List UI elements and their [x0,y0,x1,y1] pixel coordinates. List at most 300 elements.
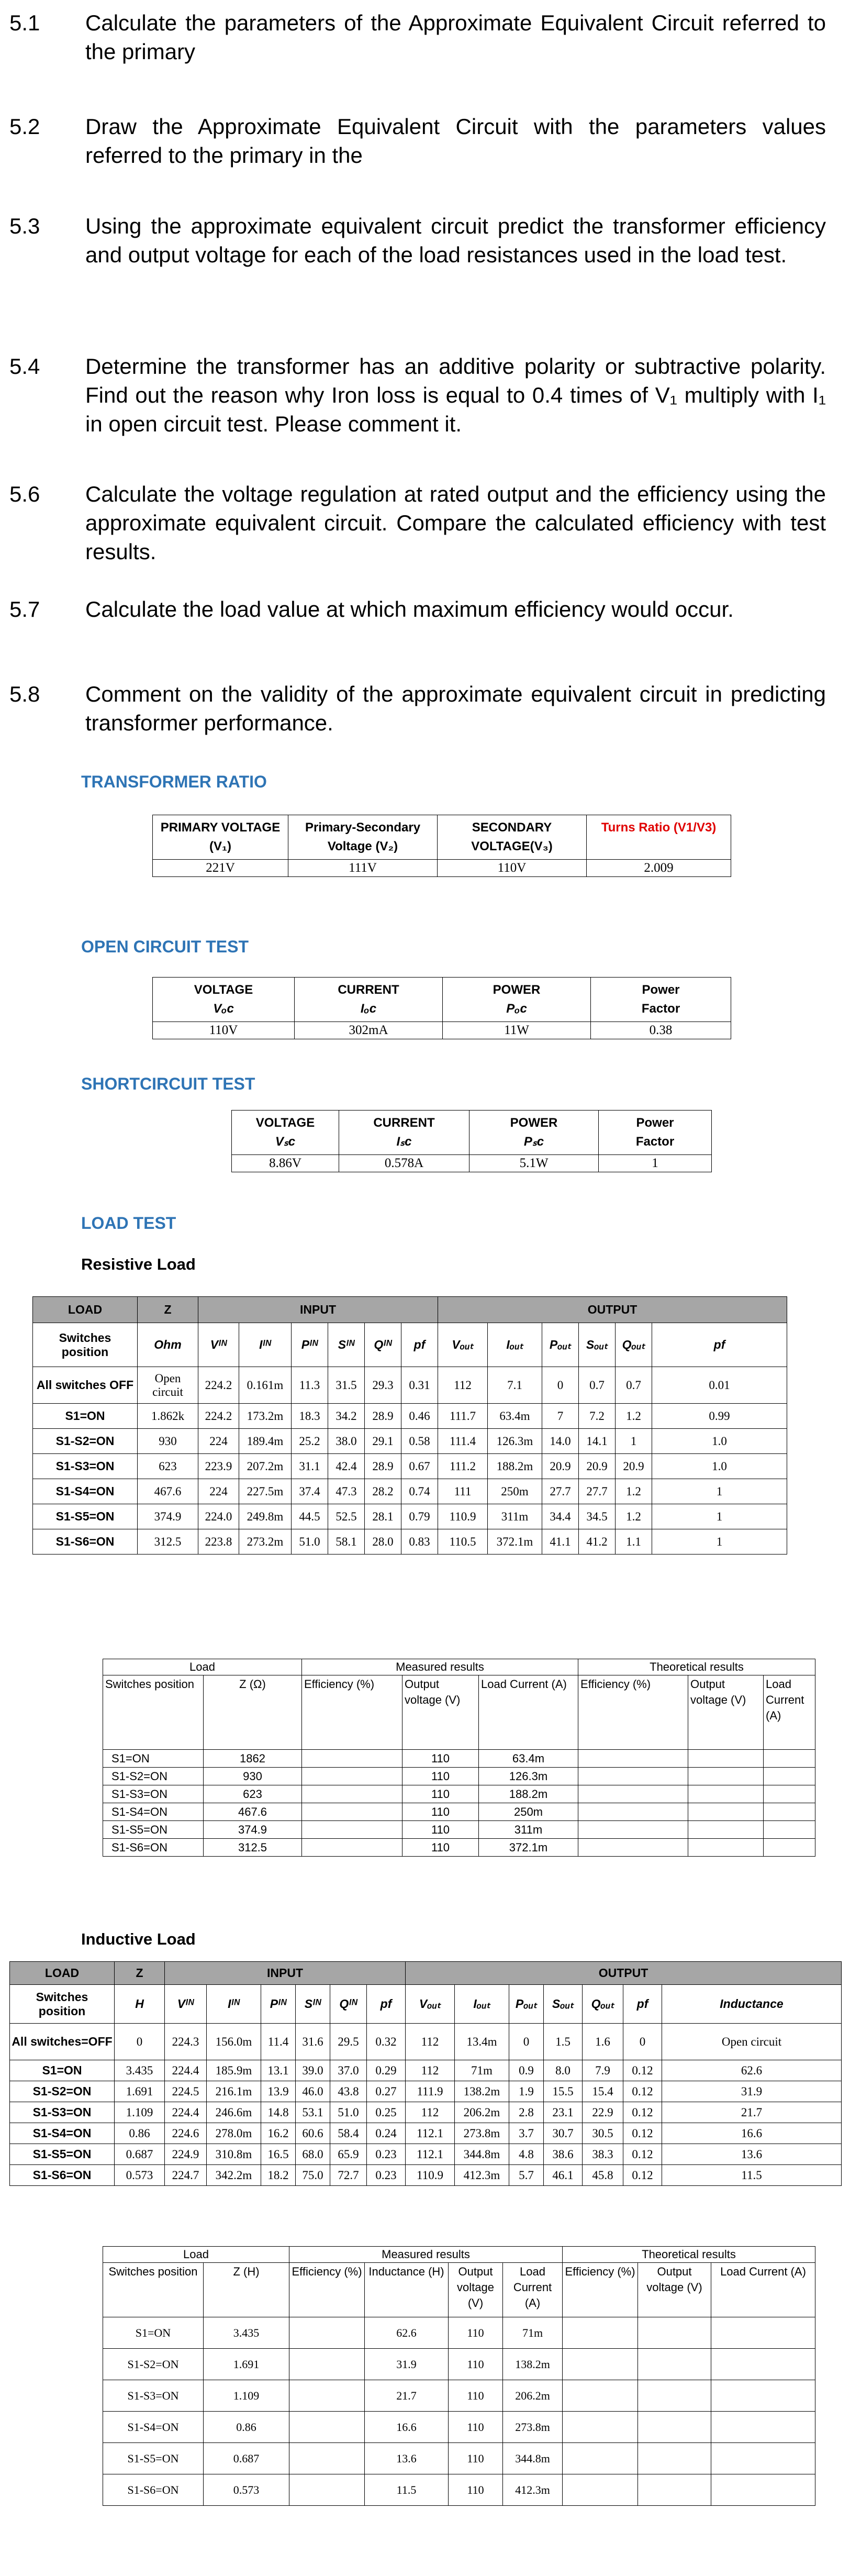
table-cell: 311m [488,1504,542,1529]
col-p-in: Pᴵᴺ [261,1985,296,2024]
table-cell: 1.2 [616,1504,652,1529]
table-cell: 14.8 [261,2102,296,2123]
load-test-heading: LOAD TEST [81,1214,176,1233]
col-s-out: Sₒᵤₜ [579,1323,616,1367]
table-cell: 62.6 [365,2317,449,2349]
table-cell: 224 [198,1479,239,1504]
table-cell [711,2349,815,2380]
table-cell: 224.2 [198,1367,239,1404]
table-cell: 31.9 [662,2081,842,2102]
table-cell: 34.2 [328,1404,365,1429]
value-power: 11W [443,1022,591,1039]
table-cell: 23.1 [544,2102,583,2123]
table-row [10,2144,842,2165]
table-cell: 312.5 [204,1839,302,1857]
table-cell: 0 [623,2024,662,2060]
table-cell: 1.9 [509,2081,544,2102]
col-ohm: Ohm [138,1323,198,1367]
table-cell [302,1803,402,1821]
resistive-load-title: Resistive Load [81,1255,196,1273]
table-cell [711,2443,815,2474]
table-cell: 412.3m [503,2474,563,2506]
header-secondary-voltage: SECONDARY VOLTAGE(V₃) [438,815,587,860]
value-power-factor: 1 [599,1155,712,1172]
table-row [33,1429,787,1454]
table-cell: 623 [204,1785,302,1803]
group-load: Load [103,1659,302,1675]
col-s-in: Sᴵᴺ [296,1985,330,2024]
table-cell: 0.12 [623,2102,662,2123]
table-cell: S1-S3=ON [103,2380,204,2412]
header-power: POWER Pₒᴄ [443,978,591,1022]
table-cell: 224.9 [165,2144,207,2165]
table-cell: 11.4 [261,2024,296,2060]
table-cell: 7.9 [583,2060,623,2081]
table-cell: 63.4m [479,1750,578,1768]
col-p-out: Pₒᵤₜ [509,1985,544,2024]
table-cell: Open circuit [662,2024,842,2060]
table-row [103,2317,815,2349]
table-cell: S1-S5=ON [103,1821,204,1839]
table-cell: 278.0m [207,2123,261,2144]
table-cell: 110.5 [438,1529,488,1555]
table-cell [711,2412,815,2443]
table-cell [638,2474,711,2506]
question-text: Calculate the load value at which maximum efficiency would occur. [85,597,734,621]
question-text: Calculate the parameters of the Approximate Equivalent Circuit referred to the primary [85,10,826,64]
table-row [103,2380,815,2412]
table-cell: 38.6 [544,2144,583,2165]
col-impedance: Z (H) [204,2263,289,2317]
question-number: 5.4 [9,354,40,379]
table-row [33,1504,787,1529]
table-cell [302,1785,402,1803]
table-cell: 110 [402,1768,479,1785]
group-measured: Measured results [302,1659,578,1675]
table-cell: 0.687 [115,2144,165,2165]
table-cell: 3.7 [509,2123,544,2144]
col-pf-out: pf [623,1985,662,2024]
table-cell: 224.3 [165,2024,207,2060]
table-cell: 71m [455,2060,509,2081]
table-cell: 216.1m [207,2081,261,2102]
table-cell: 5.7 [509,2165,544,2186]
col-q-in: Qᴵᴺ [330,1985,367,2024]
value-current: 0.578A [339,1155,469,1172]
table-cell: 14.1 [579,1429,616,1454]
question-text: Draw the Approximate Equivalent Circuit with the parameters values referred to the primary in the [85,114,826,168]
table-cell [289,2317,365,2349]
table-row [10,2060,842,2081]
table-cell: 110 [402,1821,479,1839]
table-cell [289,2349,365,2380]
table-cell: 224.7 [165,2165,207,2186]
table-cell: 0.12 [623,2123,662,2144]
table-cell: 156.0m [207,2024,261,2060]
table-cell: 16.6 [662,2123,842,2144]
table-cell: 11.5 [365,2474,449,2506]
table-cell: 1.691 [204,2349,289,2380]
table-cell: 0.01 [652,1367,787,1404]
group-measured: Measured results [289,2247,563,2263]
header-turns-ratio: Turns Ratio (V1/V3) [587,815,731,860]
group-output: OUTPUT [406,1962,842,1985]
table-cell: 0.67 [401,1454,438,1479]
table-cell: 52.5 [328,1504,365,1529]
group-z: Z [138,1297,198,1323]
table-cell: S1-S2=ON [103,2349,204,2380]
table-cell: 1.5 [544,2024,583,2060]
question-text: Determine the transformer has an additive polarity or subtractive polarity. Find out the reason why Iron loss is equal to 0.4 times of V₁ multiply with I₁ in open circuit test. Please comment it. [85,354,826,436]
table-cell: 28.2 [365,1479,401,1504]
table-row [103,1839,815,1857]
table-cell: S1-S5=ON [33,1504,138,1529]
table-cell: S1-S5=ON [103,2443,204,2474]
table-cell: 0.25 [367,2102,406,2123]
table-cell: 189.4m [239,1429,292,1454]
table-row [103,2349,815,2380]
col-p-in: Pᴵᴺ [292,1323,328,1367]
header-primary-secondary-voltage: Primary-Secondary Voltage (V₂) [288,815,438,860]
table-cell: 65.9 [330,2144,367,2165]
table-cell: 0.79 [401,1504,438,1529]
table-cell: 224.6 [165,2123,207,2144]
question-number: 5.7 [9,597,40,621]
header-current: CURRENT Iₒᴄ [295,978,443,1022]
table-cell: 188.2m [479,1785,578,1803]
table-cell [578,1750,688,1768]
table-cell: 37.0 [330,2060,367,2081]
table-cell: 38.3 [583,2144,623,2165]
table-cell: 126.3m [479,1768,578,1785]
table-cell: 13.1 [261,2060,296,2081]
table-cell: All switches OFF [33,1367,138,1404]
inductive-load-title: Inductive Load [81,1930,196,1948]
value-power-factor: 0.38 [591,1022,731,1039]
short-circuit-table [231,1110,712,1172]
col-i-out: Iₒᵤₜ [455,1985,509,2024]
table-cell: 1.6 [583,2024,623,2060]
col-measured-efficiency: Efficiency (%) [302,1675,402,1750]
table-cell: S1=ON [33,1404,138,1429]
table-cell [302,1839,402,1857]
question-number: 5.1 [9,10,40,35]
table-cell: 31.5 [328,1367,365,1404]
table-cell [302,1750,402,1768]
col-s-in: Sᴵᴺ [328,1323,365,1367]
table-cell: 0.161m [239,1367,292,1404]
table-cell: 0 [542,1367,579,1404]
table-cell: 34.4 [542,1504,579,1529]
table-cell: 1.862k [138,1404,198,1429]
header-power-factor: Power Factor [599,1111,712,1155]
inductive-load-table [9,1961,842,2186]
table-cell: 0.99 [652,1404,787,1429]
table-cell: 312.5 [138,1529,198,1555]
table-cell [302,1821,402,1839]
table-cell: 110 [449,2412,503,2443]
table-cell: 30.7 [544,2123,583,2144]
col-measured-inductance: Inductance (H) [365,2263,449,2317]
table-cell: 0.58 [401,1429,438,1454]
table-cell: 29.5 [330,2024,367,2060]
table-cell: 28.1 [365,1504,401,1529]
table-cell: 227.5m [239,1479,292,1504]
table-row [10,2024,842,2060]
table-cell: 0.23 [367,2144,406,2165]
table-cell: 2.8 [509,2102,544,2123]
table-cell: 53.1 [296,2102,330,2123]
table-cell: 0.83 [401,1529,438,1555]
table-cell [563,2349,638,2380]
table-cell: 224.4 [165,2060,207,2081]
question-5-1 [9,8,826,66]
table-cell: 0.23 [367,2165,406,2186]
table-cell: 34.5 [579,1504,616,1529]
col-measured-efficiency: Efficiency (%) [289,2263,365,2317]
col-theoretical-efficiency: Efficiency (%) [578,1675,688,1750]
table-cell: 223.8 [198,1529,239,1555]
table-cell: 75.0 [296,2165,330,2186]
table-cell: 41.2 [579,1529,616,1555]
table-cell: 1 [652,1529,787,1555]
table-cell: 112 [406,2102,455,2123]
col-q-out: Qₒᵤₜ [583,1985,623,2024]
table-cell: S1-S4=ON [33,1479,138,1504]
transformer-ratio-heading: TRANSFORMER RATIO [81,772,267,791]
col-theoretical-output-voltage: Output voltage (V) [688,1675,764,1750]
header-primary-voltage: PRIMARY VOLTAGE (V₁) [153,815,288,860]
table-cell: 42.4 [328,1454,365,1479]
table-cell: S1=ON [103,2317,204,2349]
table-cell: 344.8m [455,2144,509,2165]
column-header-row [103,2263,815,2317]
table-cell [638,2349,711,2380]
table-cell: S1-S2=ON [103,1768,204,1785]
group-load: Load [103,2247,289,2263]
col-measured-output-voltage: Output voltage (V) [402,1675,479,1750]
table-cell: 7.2 [579,1404,616,1429]
col-p-out: Pₒᵤₜ [542,1323,579,1367]
table-cell: 467.6 [138,1479,198,1504]
table-cell: 60.6 [296,2123,330,2144]
table-cell: 0.74 [401,1479,438,1504]
value-primary-secondary-voltage: 111V [288,860,438,877]
table-cell: 1.109 [204,2380,289,2412]
table-cell: 0 [115,2024,165,2060]
question-text: Comment on the validity of the approximate equivalent circuit in predicting transformer performance. [85,682,826,735]
question-5-4 [9,352,826,438]
table-cell: 249.8m [239,1504,292,1529]
table-cell: 46.1 [544,2165,583,2186]
table-cell: 112 [406,2024,455,2060]
table-cell [688,1768,764,1785]
table-cell: S1-S3=ON [103,1785,204,1803]
table-cell [578,1785,688,1803]
table-cell: S1=ON [10,2060,115,2081]
table-cell: 8.0 [544,2060,583,2081]
table-cell: 412.3m [455,2165,509,2186]
col-measured-output-voltage: Output voltage (V) [449,2263,503,2317]
table-cell: 467.6 [204,1803,302,1821]
table-cell: 25.2 [292,1429,328,1454]
question-text: Calculate the voltage regulation at rated output and the efficiency using the approximate equivalent circuit. Compare the calculated efficiency with test results. [85,482,826,564]
table-cell: 207.2m [239,1454,292,1479]
table-cell: 47.3 [328,1479,365,1504]
table-cell: 0.29 [367,2060,406,2081]
table-cell: 63.4m [488,1404,542,1429]
group-output: OUTPUT [438,1297,787,1323]
table-cell: S1-S4=ON [10,2123,115,2144]
open-circuit-table [152,977,731,1039]
table-cell: 111.4 [438,1429,488,1454]
table-cell: 111.7 [438,1404,488,1429]
table-cell: 185.9m [207,2060,261,2081]
table-cell: S1-S2=ON [33,1429,138,1454]
table-cell: S1-S3=ON [33,1454,138,1479]
table-cell: 21.7 [365,2380,449,2412]
col-impedance: Z (Ω) [204,1675,302,1750]
table-cell [688,1750,764,1768]
column-header-row [103,1675,815,1750]
table-cell: S1-S6=ON [10,2165,115,2186]
table-cell: 273.2m [239,1529,292,1555]
table-row [103,1750,815,1768]
resistive-load-table [32,1296,787,1555]
col-inductance: Inductance [662,1985,842,2024]
table-cell: 1.109 [115,2102,165,2123]
table-cell: 51.0 [292,1529,328,1555]
table-cell: 112 [406,2060,455,2081]
table-cell: S1-S5=ON [10,2144,115,2165]
col-henry: H [115,1985,165,2024]
table-row [10,2165,842,2186]
table-cell: S1-S6=ON [103,2474,204,2506]
table-cell: 15.5 [544,2081,583,2102]
table-cell [289,2443,365,2474]
table-cell: 71m [503,2317,563,2349]
table-row [103,2474,815,2506]
col-pf-in: pf [401,1323,438,1367]
table-cell [638,2380,711,2412]
table-cell: 4.8 [509,2144,544,2165]
value-voltage: 8.86V [232,1155,339,1172]
col-v-in: Vᴵᴺ [198,1323,239,1367]
group-input: INPUT [165,1962,406,1985]
table-cell: 72.7 [330,2165,367,2186]
table-row [103,1803,815,1821]
table-row [103,2443,815,2474]
col-v-out: Vₒᵤₜ [406,1985,455,2024]
table-cell: 110 [402,1839,479,1857]
table-cell: 273.8m [455,2123,509,2144]
header-voltage: VOLTAGE Vₛᴄ [232,1111,339,1155]
value-secondary-voltage: 110V [438,860,587,877]
table-cell: 16.2 [261,2123,296,2144]
table-cell: 206.2m [455,2102,509,2123]
table-row [33,1529,787,1555]
table-cell: S1-S4=ON [103,1803,204,1821]
table-cell: 342.2m [207,2165,261,2186]
table-cell: 1862 [204,1750,302,1768]
table-cell: 110 [402,1785,479,1803]
group-z: Z [115,1962,165,1985]
table-cell: S1-S6=ON [103,1839,204,1857]
col-v-in: Vᴵᴺ [165,1985,207,2024]
value-current: 302mA [295,1022,443,1039]
table-cell: 0.573 [115,2165,165,2186]
table-cell: 68.0 [296,2144,330,2165]
table-cell: 188.2m [488,1454,542,1479]
table-cell: 110 [402,1803,479,1821]
table-row [103,1768,815,1785]
table-cell: 14.0 [542,1429,579,1454]
table-cell: 46.0 [296,2081,330,2102]
table-cell: 110.9 [406,2165,455,2186]
table-cell: 1.2 [616,1404,652,1429]
table-cell: Open circuit [138,1367,198,1404]
open-circuit-heading: OPEN CIRCUIT TEST [81,937,249,956]
group-theoretical: Theoretical results [563,2247,815,2263]
table-cell: 1 [652,1479,787,1504]
table-cell: 110 [449,2317,503,2349]
table-cell: 224.0 [198,1504,239,1529]
table-cell: 111.9 [406,2081,455,2102]
table-cell: 0.12 [623,2165,662,2186]
table-cell: 110 [449,2474,503,2506]
table-cell: 0.86 [115,2123,165,2144]
table-cell: 224.2 [198,1404,239,1429]
table-row [10,2102,842,2123]
table-cell: 37.4 [292,1479,328,1504]
table-cell [764,1821,815,1839]
table-cell: 28.9 [365,1404,401,1429]
table-cell: 38.0 [328,1429,365,1454]
table-cell: 0.7 [579,1367,616,1404]
question-5-6 [9,480,826,566]
table-cell: 224 [198,1429,239,1454]
table-cell: 28.0 [365,1529,401,1555]
table-cell: 112 [438,1367,488,1404]
table-cell [764,1839,815,1857]
table-cell [688,1839,764,1857]
table-cell [563,2380,638,2412]
table-cell: 3.435 [204,2317,289,2349]
table-cell: S1-S4=ON [103,2412,204,2443]
question-number: 5.3 [9,214,40,238]
table-cell: 0.31 [401,1367,438,1404]
transformer-ratio-table [152,815,731,877]
col-q-in: Qᴵᴺ [365,1323,401,1367]
table-cell: 20.9 [616,1454,652,1479]
table-cell: 0.46 [401,1404,438,1429]
table-cell: 112.1 [406,2144,455,2165]
table-cell [289,2474,365,2506]
col-theoretical-load-current: Load Current (A) [764,1675,815,1750]
value-power: 5.1W [469,1155,599,1172]
table-cell [563,2412,638,2443]
table-cell: 930 [204,1768,302,1785]
column-header-row [33,1323,787,1367]
table-cell: 13.6 [662,2144,842,2165]
table-cell: 374.9 [204,1821,302,1839]
table-cell: 43.8 [330,2081,367,2102]
question-number: 5.6 [9,482,40,506]
table-cell: 39.0 [296,2060,330,2081]
question-text: Using the approximate equivalent circuit predict the transformer efficiency and output voltage for each of the load resistances used in the load test. [85,214,826,267]
table-cell: S1-S2=ON [10,2081,115,2102]
col-measured-load-current: Load Current (A) [503,2263,563,2317]
